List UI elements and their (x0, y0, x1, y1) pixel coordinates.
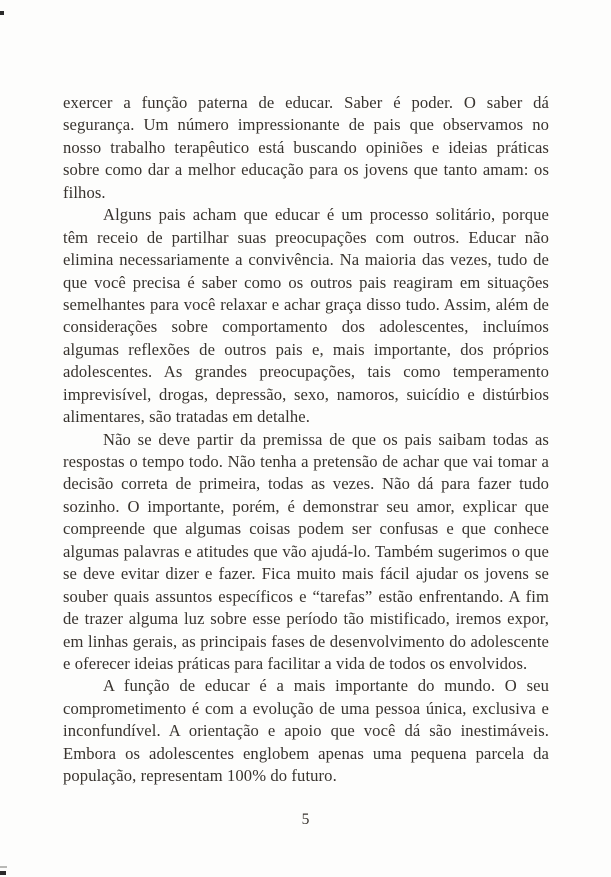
scan-artifact-top-left (0, 11, 4, 15)
paragraph: A função de educar é a mais importante do mundo. O seu comprometimento é com a evolução de uma pessoa única, exclusiva e inconfundível. A orientação e apoio que você dá são inestimáveis. Embora os adolescentes englobem apenas uma pequena parcela da população, representam 100% do futuro. (63, 676, 549, 786)
paragraph-continuation: exercer a função paterna de educar. Saber é poder. O saber dá segurança. Um número impressionante de pais que observamos no nosso trabalho terapêutico está buscando opiniões e ideias práticas sobre como dar a melhor educação para os jovens que tanto amam: os filhos. (63, 93, 549, 202)
page-number: 5 (301, 811, 310, 828)
scan-artifact-bottom-left (0, 871, 6, 875)
paragraph: Alguns pais acham que educar é um processo solitário, porque têm receio de partilhar suas preocupações com outros. Educar não elimina necessariamente a convivência. Na maioria das vezes, tudo de que você precisa é saber como os outros pais reagiram em situações semelhantes para você relaxar e achar graça disso tudo. Assim, além de considerações sobre comportamento dos adolescentes, incluímos algumas reflexões de outros pais e, mais importante, dos próprios adolescentes. As grandes preocupações, tais como temperamento imprevisível, drogas, depressão, sexo, namoros, suicídio e distúrbios alimentares, são tratadas em detalhe. (63, 205, 549, 427)
paragraph: Não se deve partir da premissa de que os pais saibam todas as respostas o tempo todo. Não tenha a pretensão de achar que vai tomar a decisão correta de primeira, todas as vezes. Não dá para fazer tudo sozinho. O importante, porém, é demonstrar seu amor, explicar que compreende que algumas coisas podem ser confusas e que conhece algumas palavras e atitudes que vão ajudá-lo. Também sugerimos o que se deve evitar dizer e fazer. Fica muito mais fácil ajudar os jovens se souber quais assuntos específicos e “tarefas” estão enfrentando. A fim de trazer alguma luz sobre esse período tão mistificado, iremos expor, em linhas gerais, as principais fases de desenvolvimento do adolescente e oferecer ideias práticas para facilitar a vida de todos os envolvidos. (63, 429, 549, 673)
scan-artifact-bottom-dash (0, 866, 7, 868)
body-text (63, 92, 549, 788)
